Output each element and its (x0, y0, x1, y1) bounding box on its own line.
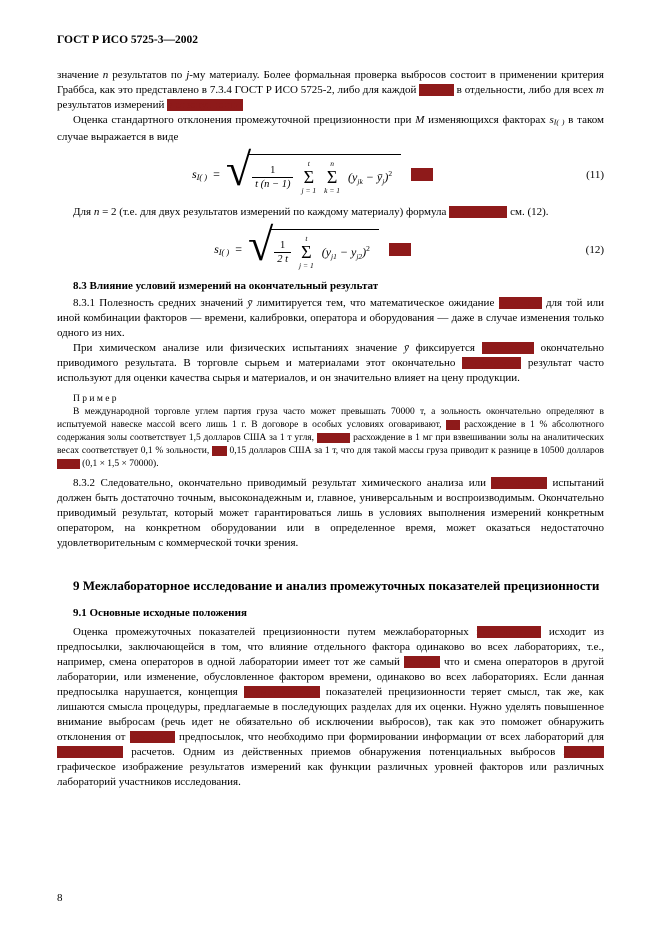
subscript-I: I( ) (196, 173, 208, 183)
square-root (248, 218, 379, 272)
text-segment: графическое изображение результатов измерений как функции различных уровней факторов или различных лабораторий участников исследования. (57, 760, 604, 788)
redacted-text: исследований (476, 625, 542, 638)
text-segment: ȳ (403, 341, 409, 354)
text-segment: 8.3.1 Полезность средних значений (73, 296, 248, 309)
text-segment: -му материалу. Более формальная проверка выбросов состоит в применении критерия Граббса, как это представлено в 7.3.4 ГОСТ Р ИСО 5725-2, либо для каждой (57, 69, 604, 96)
sigma-icon: Σ (326, 167, 338, 188)
text-segment: m (596, 84, 604, 96)
expr-sub: j2 (356, 251, 363, 261)
fraction-denominator: t (n − 1) (252, 177, 293, 191)
text-segment: = 2 (т.е. для двух результатов измерений по каждому материалу) формула (99, 205, 450, 218)
radical-sign: √ (248, 218, 274, 270)
text-segment: в таком случае выражается в виде (57, 114, 604, 143)
equation-12 (57, 218, 604, 272)
text-segment: результат часто используют для оценки качества сырья и материалов, и он значительно влияет на цену продукции. (57, 356, 605, 384)
text-segment: лимитируется тем, что математическое ожидание (252, 296, 499, 309)
text-segment: n (102, 69, 109, 81)
text-segment: Для (73, 205, 94, 218)
equation-number: (11) (586, 168, 604, 181)
fraction (252, 164, 293, 191)
redacted-text: что (446, 419, 460, 430)
text-segment: для той или иной комбинации факторов — времени, калибровки, оператора и оборудования — даже в случае изменения только одного из них. (57, 296, 604, 339)
expression (348, 169, 392, 186)
sum-upper-limit: t (305, 233, 308, 243)
redacted-text: эффект, (404, 655, 440, 668)
expr-sub: jk (357, 176, 363, 186)
sigma-icon: Σ (301, 242, 312, 263)
expr-open: (y (348, 169, 358, 184)
document-number: ГОСТ Р ИСО 5725-3—2002 (57, 34, 199, 46)
expr-close: ) (384, 169, 389, 184)
redacted-text: группы (419, 84, 454, 96)
expression (322, 244, 370, 261)
square-root (225, 143, 401, 197)
summation-inner (324, 160, 340, 195)
text-segment: показателей прецизионности теряет смысл, так же, как лишаются смысла процедуры, предлагаемые в последующих разделах для их оценки. Нужно уделять повышенное внимание выбросам (речь идет не обязательно об исключении выбросов), так как это поможет обнаружить отклонения от (57, 685, 604, 743)
sigma-icon: Σ (303, 167, 315, 188)
equation-11 (57, 143, 604, 197)
paragraph-8-3-2 (57, 476, 604, 551)
expr-mid: − y (336, 244, 357, 259)
fraction (274, 239, 291, 266)
variable-s: s (214, 242, 219, 257)
text-segment: При химическом анализе или физических испытаниях значение (73, 341, 404, 354)
redacted-text: в совокупности. (167, 99, 243, 111)
text-segment: окончательно приводимого результата. В торговле сырьем и материалами этот окончательно (57, 341, 604, 369)
sum-upper-limit: n (330, 158, 334, 168)
radical-sign: √ (225, 143, 252, 195)
equals-sign: = (235, 242, 242, 257)
equation-lhs (192, 167, 207, 182)
sum-lower-limit: k = 1 (324, 186, 341, 196)
redacted-text: или (211, 445, 227, 456)
fraction-numerator: 1 (270, 164, 276, 176)
text-segment: испытаний должен быть достаточно точным, высоконадежным и, главное, универсальным и воспроизводимым. Окончательно приводимый результат, который может гарантироваться лишь в условиях выполнения измерений конкретным оператором, на конкретном оборудовании или в определенное время, может оказаться недостаточно удовлетворительным с коммерческой точки зрения. (57, 476, 605, 549)
text-segment: 8.3.2 Следовательно, окончательно приводимый результат химического анализа или (73, 476, 492, 489)
variable-s: s (191, 167, 197, 182)
text-segment: расхождение в 1 мг при взвешивании золы на аналитических весах соответствует 0,1 % зольности, (57, 432, 604, 456)
expr-sub: j (382, 176, 385, 186)
page-body (57, 68, 604, 790)
redaction-box (411, 168, 433, 181)
text-segment: что и смена операторов в другой лаборатории, или изменение, обусловленное фактором времени, одинаково во всех лабораториях. Если данная предпосылка нарушается, концепция (57, 655, 604, 698)
sum-upper-limit: t (307, 158, 310, 168)
text-segment: n (93, 205, 100, 218)
redacted-text: упрощается, (449, 205, 508, 218)
paragraph-chemical-analysis (57, 341, 604, 386)
fraction-denominator: 2 t (274, 252, 291, 266)
text-segment: В международной торговле углем партия груза часто может превышать 70000 т, а зольность окончательно определяют в испытуемой навеске массой всего лишь 1 г. В договоре в особых условиях оговаривают, (57, 406, 604, 430)
redacted-text: последующих (57, 745, 123, 758)
redacted-text: исходных (129, 730, 175, 743)
paragraph-8-3-1 (57, 296, 604, 341)
sum-lower-limit: j = 1 (301, 186, 317, 196)
text-segment: в отдельности, либо для всех (453, 84, 597, 96)
redacted-text: приводимый (461, 356, 522, 369)
redacted-text: является (563, 745, 604, 758)
paragraph-intermediate-precision (57, 113, 604, 145)
expr-exponent: 2 (388, 168, 393, 178)
redaction-box (389, 243, 411, 256)
text-segment: Оценка стандартного отклонения промежуточной прецизионности при (73, 114, 416, 126)
sum-lower-limit: j = 1 (299, 261, 314, 271)
text-segment: Оценка промежуточных показателей прецизионности путем межлабораторных (73, 625, 477, 638)
radicand (248, 154, 401, 197)
equals-sign: = (213, 167, 220, 182)
heading-9: 9 Межлабораторное исследование и анализ промежуточных показателей прецизионности (73, 577, 600, 593)
text-segment: j (186, 69, 190, 81)
text-segment: s (549, 114, 554, 126)
text-segment: результатов по (108, 69, 187, 81)
expr-close: ) (362, 244, 367, 259)
expr-sub: j1 (331, 251, 337, 261)
text-segment: 0,15 долларов США за 1 т, что для такой массы груза приводит к разнице в 10500 долларов (226, 445, 605, 456)
page-header (57, 34, 604, 46)
paragraph-n2-simplification (57, 205, 604, 220)
page-footer (57, 892, 63, 904)
example-text (57, 406, 604, 471)
redacted-text: физических (491, 476, 548, 489)
summation-outer (301, 160, 316, 195)
page-number: 8 (57, 892, 63, 904)
redacted-text: в качестве (481, 341, 534, 354)
text-segment: I( ) (553, 117, 565, 127)
expr-mid: − ȳ (362, 169, 383, 184)
text-segment: см. (12). (507, 205, 549, 218)
redacted-text: промежуточных (243, 685, 320, 698)
equation-12-body (57, 218, 568, 272)
redacted-text: поэтому (316, 432, 351, 443)
equation-lhs (214, 242, 229, 257)
text-segment: ȳ (247, 296, 253, 309)
redacted-text: различно (498, 296, 542, 309)
text-segment: исходит из предпосылки, заключающейся в том, что влияние отдельного фактора одинаково во всех лабораториях, т.е., например, смена операторов в одной лаборатории имеет тот же самый (57, 625, 604, 668)
subscript-I: I( ) (218, 248, 230, 258)
paragraph-outlier-check (57, 68, 604, 113)
text-segment: расхождение в 1 % абсолютного содержания золы соответствует 1,5 долларов США за 1 т угля, (57, 419, 605, 443)
heading-8-3: 8.3 Влияние условий измерений на окончательный результат (73, 279, 379, 292)
text-segment: (0,1 × 1,5 × 70000). (79, 458, 159, 469)
text-segment: изменяющихся факторах (424, 114, 550, 126)
equation-11-body (57, 143, 568, 197)
heading-9-1: 9.1 Основные исходные положения (73, 606, 247, 619)
redacted-text: США (57, 458, 80, 469)
radicand (270, 229, 379, 272)
expr-open: (y (321, 244, 332, 259)
paragraph-9-1-text (57, 625, 604, 790)
text-segment: значение (57, 69, 103, 81)
fraction-numerator: 1 (280, 239, 286, 251)
summation (299, 235, 314, 270)
text-segment: фиксируется (408, 341, 482, 354)
equation-number: (12) (585, 243, 604, 256)
text-segment: M (415, 114, 425, 126)
example-label: П р и м е р (73, 393, 117, 404)
text-segment: результатов измерений (57, 99, 168, 111)
expr-exponent: 2 (366, 243, 370, 253)
text-segment: предпосылок, что необходимо при формировании информации от всех лабораторий для (174, 730, 604, 743)
text-segment: расчетов. Одним из действенных приемов обнаружения потенциальных выбросов (122, 745, 564, 758)
